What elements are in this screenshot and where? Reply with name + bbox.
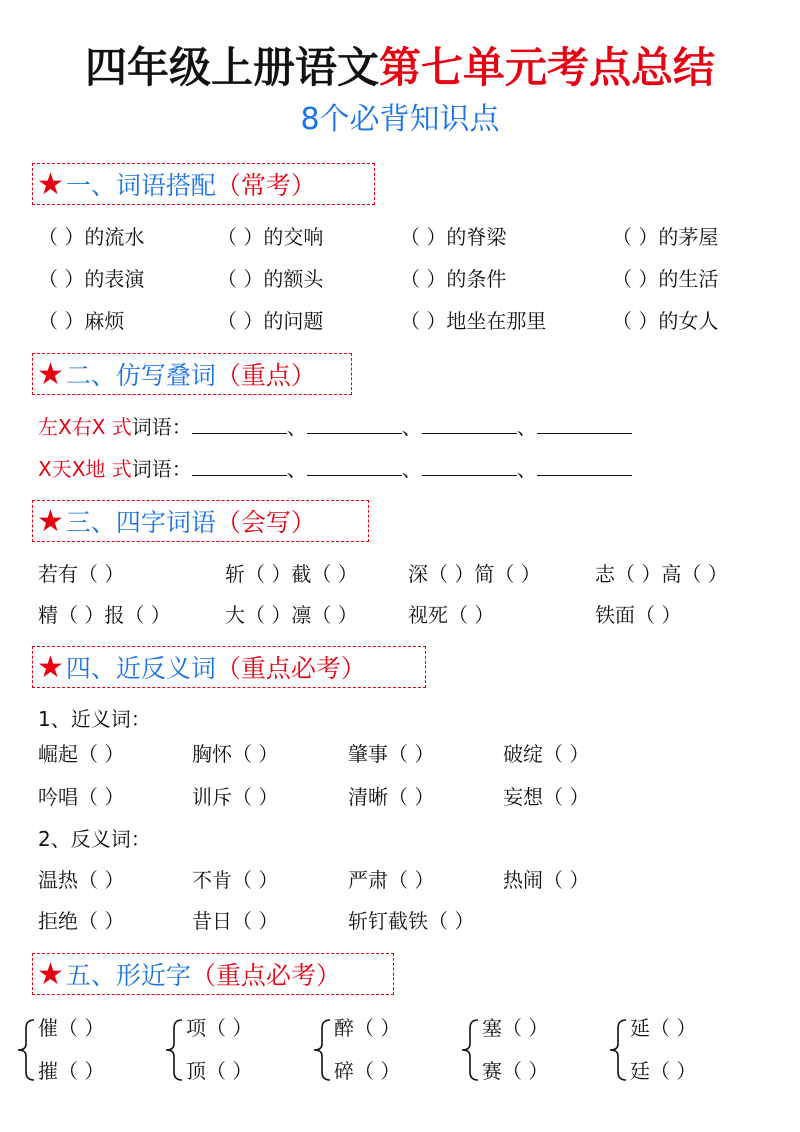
- s1-item: （ ）的表演: [38, 267, 145, 291]
- brace-icon: [14, 1018, 36, 1082]
- section-header-4: [32, 646, 426, 688]
- s4-item: 胸怀（ ）: [192, 742, 279, 766]
- s4-item: 不肯（ ）: [192, 868, 279, 892]
- blank-line[interactable]: [307, 413, 402, 434]
- s5-item: 塞（ ）: [482, 1016, 549, 1040]
- s4-item: 崛起（ ）: [38, 742, 125, 766]
- s5-item: 碎（ ）: [334, 1059, 401, 1083]
- page-title: [0, 40, 800, 96]
- s2-pattern: X天X地 式: [38, 457, 132, 481]
- s5-item: 廷（ ）: [630, 1059, 697, 1083]
- s3-item: 志（ ）高（ ）: [595, 562, 728, 586]
- s2-line-2: [38, 455, 632, 483]
- s4-item: 训斥（ ）: [192, 785, 279, 809]
- separator: 、: [401, 457, 422, 481]
- section-name: 三、四字词语: [65, 508, 216, 537]
- separator: 、: [401, 415, 422, 439]
- section-name: 二、仿写叠词: [65, 361, 216, 390]
- s4-item: 严肃（ ）: [348, 868, 435, 892]
- s5-item: 顶（ ）: [186, 1059, 253, 1083]
- blank-line[interactable]: [537, 455, 632, 476]
- title-part1: 四年级上册语文: [84, 43, 379, 92]
- s3-item: 视死（ ）: [408, 603, 495, 627]
- section-header-1: [32, 163, 375, 205]
- s1-item: （ ）地坐在那里: [400, 309, 547, 333]
- section-header-2: [32, 353, 352, 395]
- brace-icon: [458, 1018, 480, 1082]
- section-name: 一、词语搭配: [65, 171, 216, 200]
- s1-item: （ ）的茅屋: [612, 225, 719, 249]
- separator: 、: [516, 415, 537, 439]
- section-header-5: [32, 953, 394, 995]
- section-note: （重点必考）: [190, 961, 341, 990]
- blank-line[interactable]: [192, 455, 287, 476]
- synonym-label: 1、近义词：: [38, 707, 151, 731]
- s4-item: 清晰（ ）: [348, 785, 435, 809]
- antonym-label: 2、反义词：: [38, 827, 151, 851]
- s1-item: （ ）的脊梁: [400, 225, 507, 249]
- section-name: 五、形近字: [65, 961, 191, 990]
- section-name: 四、近反义词: [65, 654, 216, 683]
- blank-line[interactable]: [192, 413, 287, 434]
- blank-line[interactable]: [422, 455, 517, 476]
- blank-line[interactable]: [537, 413, 632, 434]
- s4-item: 破绽（ ）: [503, 742, 590, 766]
- s2-pattern: 左X右X 式: [38, 415, 132, 439]
- s3-item: 深（ ）简（ ）: [408, 562, 541, 586]
- s1-item: （ ）的交响: [217, 225, 324, 249]
- s4-item: 温热（ ）: [38, 868, 125, 892]
- s4-item: 热闹（ ）: [503, 868, 590, 892]
- s3-item: 大（ ）凛（ ）: [225, 603, 358, 627]
- s3-item: 斩（ ）截（ ）: [225, 562, 358, 586]
- s5-item: 赛（ ）: [482, 1059, 549, 1083]
- star-icon: ★: [37, 503, 64, 539]
- page-subtitle: 8个必背知识点: [300, 102, 500, 137]
- s1-item: （ ）麻烦: [38, 309, 125, 333]
- separator: 、: [516, 457, 537, 481]
- star-icon: ★: [37, 356, 64, 392]
- s3-item: 铁面（ ）: [595, 603, 682, 627]
- separator: 、: [286, 415, 307, 439]
- brace-icon: [162, 1018, 184, 1082]
- s1-item: （ ）的条件: [400, 267, 507, 291]
- s4-item: 妄想（ ）: [503, 785, 590, 809]
- s3-item: 精（ ）报（ ）: [38, 603, 171, 627]
- star-icon: ★: [37, 166, 64, 202]
- s2-suffix: 词语：: [131, 457, 192, 481]
- s5-item: 项（ ）: [186, 1016, 253, 1040]
- star-icon: ★: [37, 649, 64, 685]
- brace-icon: [310, 1018, 332, 1082]
- s4-item: 肇事（ ）: [348, 742, 435, 766]
- section-note: （重点）: [215, 361, 316, 390]
- blank-line[interactable]: [307, 455, 402, 476]
- star-icon: ★: [37, 956, 64, 992]
- s3-item: 若有（ ）: [38, 562, 125, 586]
- separator: 、: [286, 457, 307, 481]
- s5-item: 延（ ）: [630, 1016, 697, 1040]
- section-note: （会写）: [215, 508, 316, 537]
- s5-item: 醉（ ）: [334, 1016, 401, 1040]
- s5-item: 摧（ ）: [38, 1059, 105, 1083]
- brace-icon: [606, 1018, 628, 1082]
- s1-item: （ ）的女人: [612, 309, 719, 333]
- s1-item: （ ）的问题: [217, 309, 324, 333]
- s4-item: 吟唱（ ）: [38, 785, 125, 809]
- s5-item: 催（ ）: [38, 1016, 105, 1040]
- s2-suffix: 词语：: [131, 415, 192, 439]
- s1-item: （ ）的生活: [612, 267, 719, 291]
- s1-item: （ ）的额头: [217, 267, 324, 291]
- s1-item: （ ）的流水: [38, 225, 145, 249]
- section-note: （重点必考）: [215, 654, 366, 683]
- s4-item: 拒绝（ ）: [38, 909, 125, 933]
- s2-line-1: [38, 413, 632, 441]
- section-note: （常考）: [215, 171, 316, 200]
- blank-line[interactable]: [422, 413, 517, 434]
- section-header-3: [32, 500, 369, 542]
- s4-item: 昔日（ ）: [192, 909, 279, 933]
- title-part2: 第七单元考点总结: [379, 43, 716, 92]
- s4-item: 斩钉截铁（ ）: [348, 909, 475, 933]
